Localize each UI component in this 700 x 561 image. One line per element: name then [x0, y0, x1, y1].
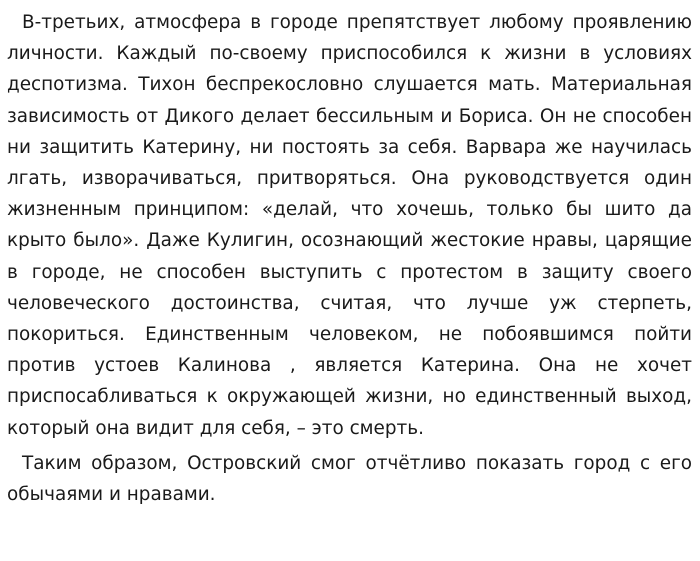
document-body: [7, 7, 692, 510]
paragraph-2: Таким образом, Островский смог отчётливо показать город с его обычаями и нравами.: [7, 452, 692, 506]
paragraph-1: В-третьих, атмосфера в городе препятствует любому проявлению личности. Каждый по-своему приспособился к жизни в условиях деспотизма. Тихон беспрекословно слушается мать. Материальная зависимость от Дикого делает бессильным и Бориса. Он не способен ни защитить Катерину, ни постоять за себя. Варвара же научилась лгать, изворачиваться, притворяться. Она руководствуется один жизненным принципом: «делай, что хочешь, только бы шито да крыто было». Даже Кулигин, осознающий жестокие нравы, царящие в городе, не способен выступить с протестом в защиту своего человеческого достоинства, считая, что лучше уж стерпеть, покориться. Единственным человеком, не побоявшимся пойти против устоев Калинова , является Катерина. Она не хочет приспосабливаться к окружающей жизни, но единственный выход, который она видит для себя, – это смерть.: [7, 12, 692, 439]
